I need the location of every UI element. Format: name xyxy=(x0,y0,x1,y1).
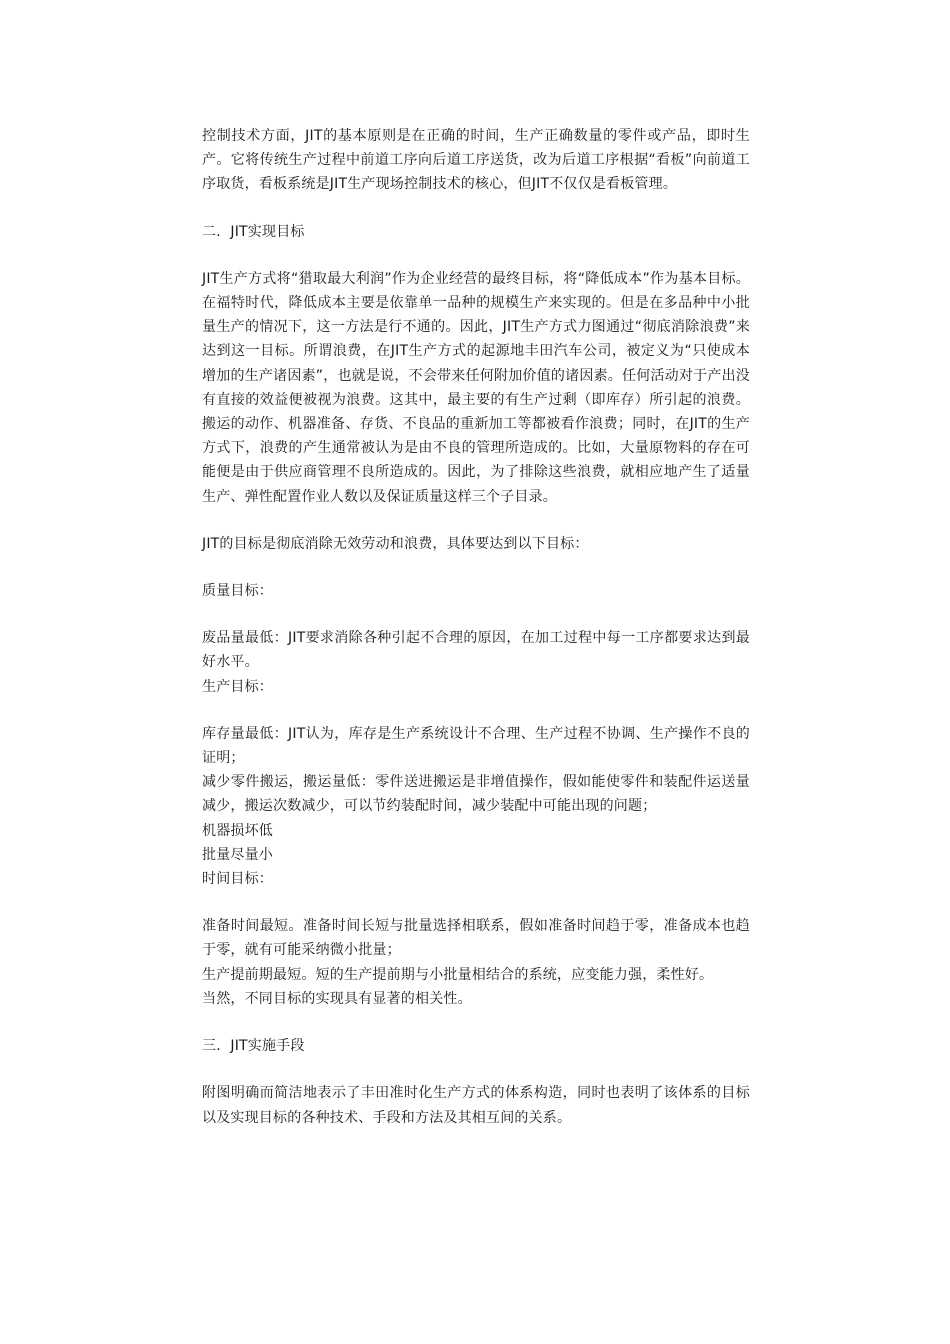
time-heading: 时间目标： xyxy=(202,871,273,888)
goals-summary: JIT的目标是彻底消除无效劳动和浪费，具体要达到以下目标： xyxy=(202,535,589,552)
production-item-machine: 机器损坏低 xyxy=(202,822,273,839)
production-item-batch: 批量尽量小 xyxy=(202,846,273,863)
goals-paragraph: JIT生产方式将“猎取最大利润”作为企业经营的最终目标，将“降低成本”作为基本目标。在福特时代，降低成本主要是依靠单一品种的规模生产来实现的。但是在多品种中小批量生产的情况下，这一方法是行不通的。因此，JIT生产方式力图通过“彻底消除浪费”来达到这一目标。所谓浪费，在JIT生产方式的起源地丰田汽车公司，被定义为“只使成本增加的生产诸因素”，也就是说，不会带来任何附加价值的诸因素。任何活动对于产出没有直接的效益便被视为浪费。这其中，最主要的有生产过剩（即库存）所引起的浪费。搬运的动作、机器准备、存货、不良品的重新加工等都被看作浪费；同时，在JIT的生产方式下，浪费的产生通常被认为是由不良的管理所造成的。比如，大量原物料的存在可能便是由于供应商管理不良所造成的。因此，为了排除这些浪费，就相应地产生了适量生产、弹性配置作业人数以及保证质量这样三个子目录。 xyxy=(202,270,750,505)
time-item-correlation: 当然，不同目标的实现具有显著的相关性。 xyxy=(202,990,472,1007)
production-item-handling: 减少零件搬运，搬运量低：零件送进搬运是非增值操作，假如能使零件和装配件运送量减少，搬运次数减少，可以节约装配时间，减少装配中可能出现的问题； xyxy=(202,774,750,815)
quality-item: 废品量最低：JIT要求消除各种引起不合理的原因，在加工过程中每一工序都要求达到最好水平。 xyxy=(202,630,750,671)
production-item-inventory: 库存量最低：JIT认为，库存是生产系统设计不合理、生产过程不协调、生产操作不良的证明； xyxy=(202,725,750,767)
intro-paragraph: 控制技术方面，JIT的基本原则是在正确的时间，生产正确数量的零件或产品，即时生产。它将传统生产过程中前道工序向后道工序送货，改为后道工序根据“看板”向前道工序取货，看板系统是JIT生产现场控制技术的核心，但JIT不仅仅是看板管理。 xyxy=(202,128,750,193)
document-page xyxy=(202,124,750,1130)
production-heading: 生产目标： xyxy=(202,678,273,695)
quality-heading: 质量目标： xyxy=(202,583,273,600)
section-heading-2: 二．JIT实现目标 xyxy=(202,223,305,240)
methods-paragraph: 附图明确而简洁地表示了丰田准时化生产方式的体系构造，同时也表明了该体系的目标以及实现目标的各种技术、手段和方法及其相互间的关系。 xyxy=(202,1085,750,1126)
time-item-leadtime: 生产提前期最短。短的生产提前期与小批量相结合的系统，应变能力强，柔性好。 xyxy=(202,966,714,983)
section-heading-3: 三．JIT实施手段 xyxy=(202,1038,305,1055)
time-item-setup: 准备时间最短。准备时间长短与批量选择相联系，假如准备时间趋于零，准备成本也趋于零，就有可能采纳微小批量； xyxy=(202,918,750,959)
